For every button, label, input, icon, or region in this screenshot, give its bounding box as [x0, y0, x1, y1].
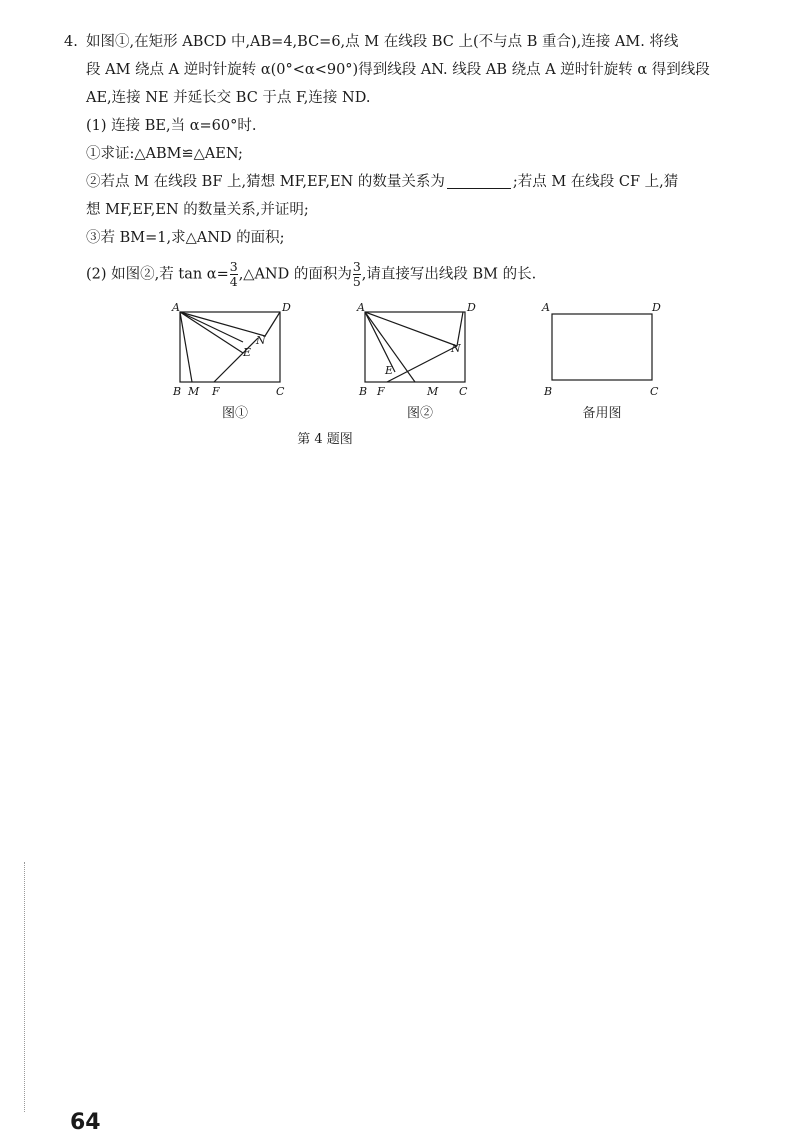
label-N: N [451, 342, 461, 355]
problem-number: 4. [64, 34, 78, 50]
label-F: F [212, 385, 220, 398]
label-E: E [243, 346, 252, 359]
label-B: B [544, 385, 553, 398]
figure-spare-caption: 备用图 [582, 406, 622, 421]
figures-row [160, 298, 680, 428]
label-B: B [173, 385, 182, 398]
figure-group-caption: 第 4 题图 [297, 432, 353, 447]
label-B: B [359, 385, 368, 398]
part-1-question-3: ③若 BM=1,求△AND 的面积; [86, 230, 285, 246]
figure-2 [355, 298, 485, 403]
problem-stem-line-2: 段 AM 绕点 A 逆时针旋转 α(0°<α<90°)得到线段 AN. 线段 AB 绕点 A 逆时针旋转 α 得到线段 [86, 62, 710, 78]
figure-1 [170, 298, 300, 403]
problem-stem-line-3: AE,连接 NE 并延长交 BC 于点 F,连接 ND. [86, 90, 371, 106]
label-N: N [256, 334, 266, 347]
label-C: C [276, 385, 285, 398]
fraction-tan: $\frac{3}{4}$ [229, 260, 238, 289]
label-D: D [282, 301, 291, 314]
label-M: M [427, 385, 439, 398]
label-C: C [650, 385, 659, 398]
fraction-area: $\frac{3}{5}$ [352, 260, 361, 289]
label-C: C [459, 385, 468, 398]
part-1-heading: (1) 连接 BE,当 α=60°时. [86, 118, 257, 134]
answer-blank[interactable] [447, 172, 511, 189]
figure-1-caption: 图① [221, 406, 248, 421]
problem-4 [64, 28, 772, 289]
figure-2-caption: 图② [406, 406, 433, 421]
binding-margin-line [24, 862, 25, 1112]
label-E: E [385, 364, 394, 377]
label-D: D [652, 301, 661, 314]
part-1-question-2: ②若点 M 在线段 BF 上,猜想 MF,EF,EN 的数量关系为 ;若点 M 在线段 CF 上,猜 [86, 174, 679, 190]
label-F: F [377, 385, 385, 398]
part-2: (2) 如图②,若 tan α= $\frac{3}{4}$ ,△AND 的面积为 $\frac{3}{5}$ ,请直接写出线段 BM 的长. [86, 260, 537, 289]
part-1-question-2-cont: 想 MF,EF,EN 的数量关系,并证明; [86, 202, 309, 218]
part-1-question-1: ①求证:△ABM≌△AEN; [86, 146, 243, 162]
label-A: A [172, 301, 180, 314]
problem-stem-line-1: 4. 如图①,在矩形 ABCD 中,AB=4,BC=6,点 M 在线段 BC 上(不与点 B 重合),连接 AM. 将线 [64, 28, 772, 56]
figure-spare [540, 298, 670, 403]
label-A: A [542, 301, 550, 314]
label-D: D [467, 301, 476, 314]
label-M: M [188, 385, 200, 398]
label-A: A [357, 301, 365, 314]
page-number: 64 [70, 1110, 101, 1135]
